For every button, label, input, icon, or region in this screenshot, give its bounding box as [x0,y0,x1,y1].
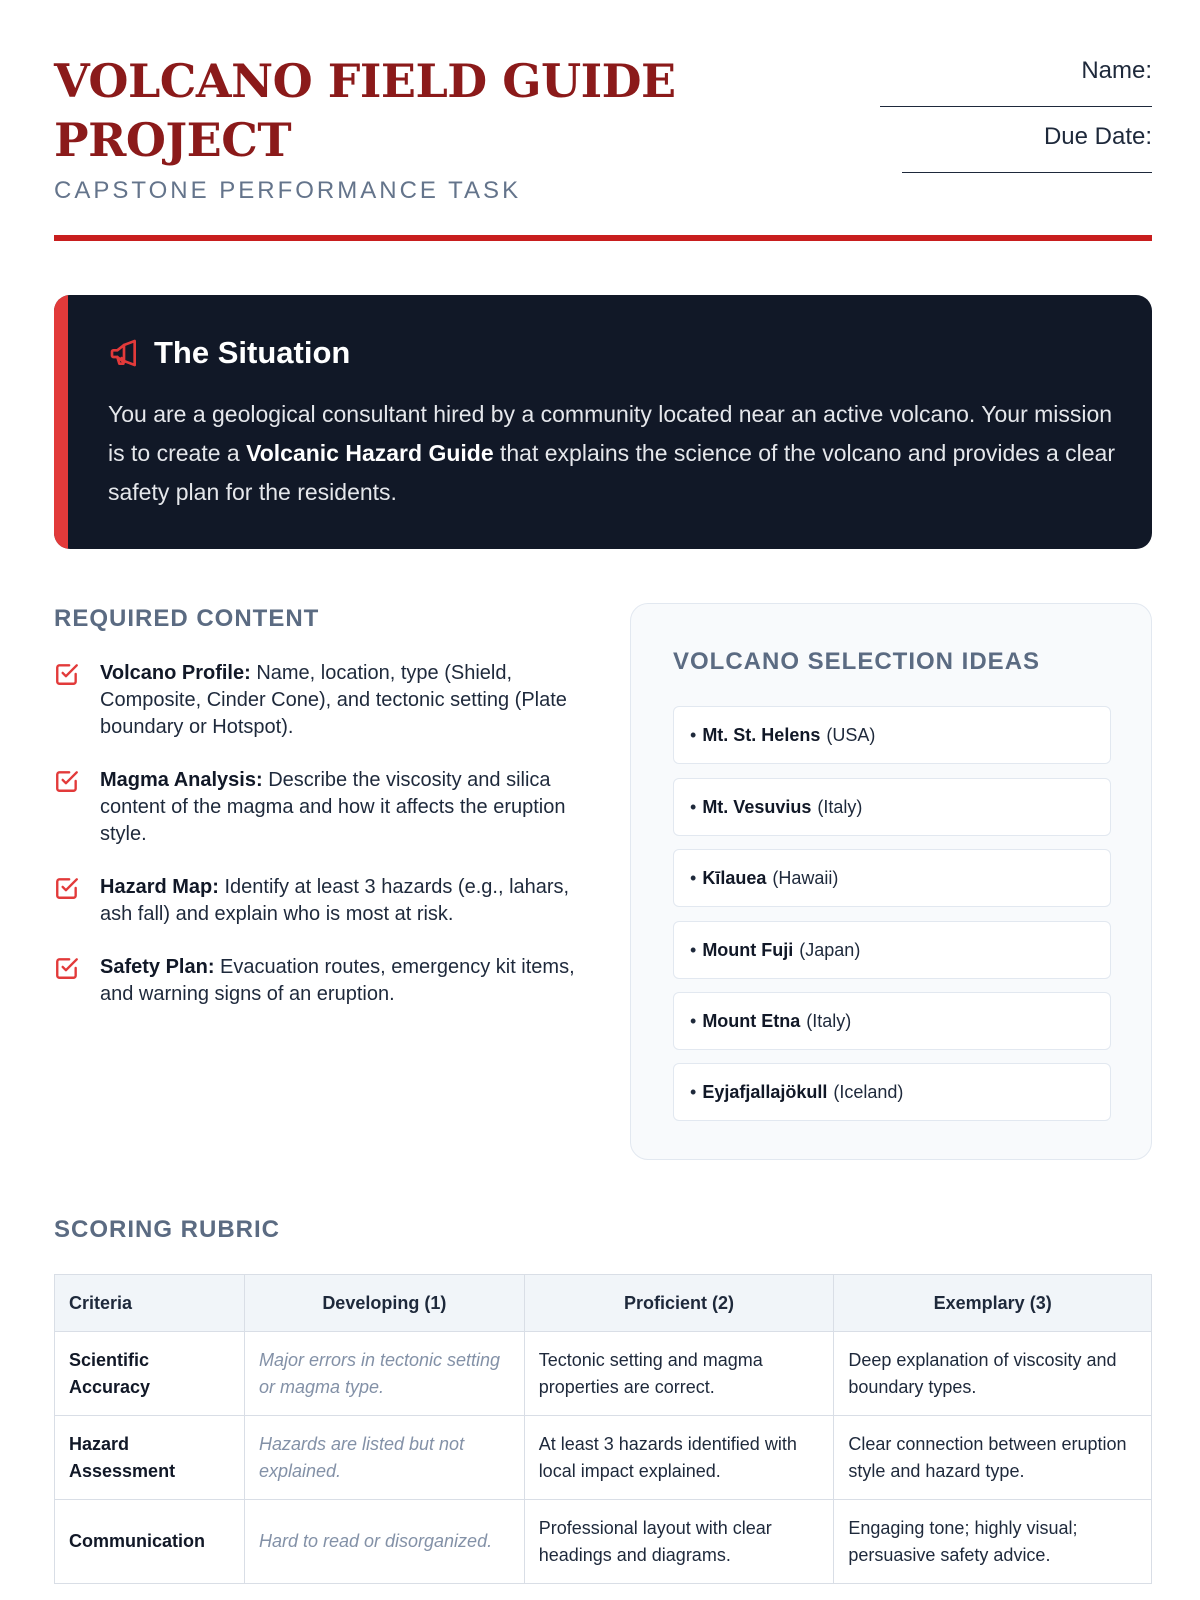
volcano-name: Kīlauea [702,867,767,888]
bullet-icon: • [690,1010,697,1031]
volcano-name: Mt. Vesuvius [702,796,812,817]
volcano-idea-item [673,778,1111,836]
due-date-label: Due Date: [1043,123,1152,150]
bullet-icon: • [690,1081,697,1102]
required-item-label: Magma Analysis: [100,769,263,791]
table-header-row [55,1275,1152,1332]
table-row [55,1500,1152,1584]
checkbox-checked-icon [54,768,80,794]
bullet-icon: • [690,724,697,745]
checkbox-checked-icon [54,661,80,687]
situation-text-end: that explains the science of the volcano and provides a clear safety plan for the residents. [108,440,1115,505]
situation-header [108,335,350,371]
column-header: Proficient (2) [524,1275,834,1332]
required-item-label: Volcano Profile: [100,662,251,684]
volcano-place: (Italy) [806,1010,852,1031]
volcano-name: Mt. St. Helens [702,724,821,745]
volcano-ideas-heading: VOLCANO SELECTION IDEAS [673,648,1041,675]
exemplary-cell: Deep explanation of viscosity and boundary types. [834,1332,1152,1416]
required-item-label: Hazard Map: [100,876,219,898]
required-item-label: Safety Plan: [100,956,215,978]
volcano-idea-item [673,849,1111,907]
required-item-description: Describe the viscosity and silica content of the magma and how it affects the eruption style. [100,769,566,845]
page [54,0,1152,1565]
proficient-cell: Tectonic setting and magma properties are correct. [524,1332,834,1416]
header-divider [54,235,1152,241]
required-item-text [100,874,584,928]
developing-cell: Hard to read or disorganized. [244,1500,524,1584]
criteria-cell: Hazard Assessment [55,1416,245,1500]
scoring-rubric-table [54,1274,1152,1584]
megaphone-icon [108,337,140,369]
page-subtitle: CAPSTONE PERFORMANCE TASK [54,177,522,204]
table-row [55,1332,1152,1416]
proficient-cell: Professional layout with clear headings and diagrams. [524,1500,834,1584]
required-item-description: Identify at least 3 hazards (e.g., lahars, ash fall) and explain who is most at risk. [100,876,570,925]
volcano-place: (Iceland) [833,1081,904,1102]
bullet-icon: • [690,867,697,888]
student-meta [880,56,1152,188]
required-item-description: Name, location, type (Shield, Composite, Cinder Cone), and tectonic setting (Plate boundary or Hotspot). [100,662,567,738]
developing-cell: Major errors in tectonic setting or magma type. [244,1332,524,1416]
scoring-rubric-heading: SCORING RUBRIC [54,1216,281,1243]
required-content-heading: REQUIRED CONTENT [54,605,320,632]
required-item-text [100,954,584,1008]
criteria-cell: Scientific Accuracy [55,1332,245,1416]
situation-title: The Situation [154,335,351,370]
criteria-cell: Communication [55,1500,245,1584]
required-item-description: Evacuation routes, emergency kit items, and warning signs of an eruption. [100,956,575,1005]
required-item-text [100,767,584,848]
developing-cell: Hazards are listed but not explained. [244,1416,524,1500]
volcano-name: Mount Etna [702,1010,801,1031]
due-date-row [880,122,1152,188]
due-date-blank-line[interactable] [902,155,1152,173]
column-header: Criteria [55,1275,245,1332]
situation-text-start: You are a geological consultant hired by a community located near an active volcano. Your mission is to create a [108,401,1113,466]
required-content-list [54,660,584,1008]
volcano-place: (USA) [826,724,876,745]
volcano-idea-item [673,706,1111,764]
name-label: Name: [1081,57,1152,84]
volcano-ideas-panel [630,603,1152,1160]
situation-accent-bar [54,295,68,549]
checkbox-checked-icon [54,955,80,981]
situation-text-emphasis: Volcanic Hazard Guide [246,440,494,466]
volcano-place: (Hawaii) [772,867,839,888]
name-row [880,56,1152,122]
required-item [54,660,584,767]
column-header: Developing (1) [244,1275,524,1332]
page-title: VOLCANO FIELD GUIDE PROJECT [54,54,676,167]
header [54,0,1152,243]
bullet-icon: • [690,939,697,960]
situation-panel [54,295,1152,549]
exemplary-cell: Clear connection between eruption style and hazard type. [834,1416,1152,1500]
required-item [54,767,584,874]
proficient-cell: At least 3 hazards identified with local impact explained. [524,1416,834,1500]
checkbox-checked-icon [54,875,80,901]
volcano-idea-item [673,992,1111,1050]
volcano-name: Eyjafjallajökull [702,1081,828,1102]
situation-text [108,395,1118,512]
required-item-text [100,660,584,741]
volcano-idea-item [673,1063,1111,1121]
column-header: Exemplary (3) [834,1275,1152,1332]
required-item [54,954,584,1008]
required-item [54,874,584,954]
table-row [55,1416,1152,1500]
name-blank-line[interactable] [880,89,1152,107]
bullet-icon: • [690,796,697,817]
volcano-idea-item [673,921,1111,979]
exemplary-cell: Engaging tone; highly visual; persuasive safety advice. [834,1500,1152,1584]
volcano-place: (Japan) [799,939,861,960]
volcano-name: Mount Fuji [702,939,794,960]
volcano-place: (Italy) [817,796,863,817]
